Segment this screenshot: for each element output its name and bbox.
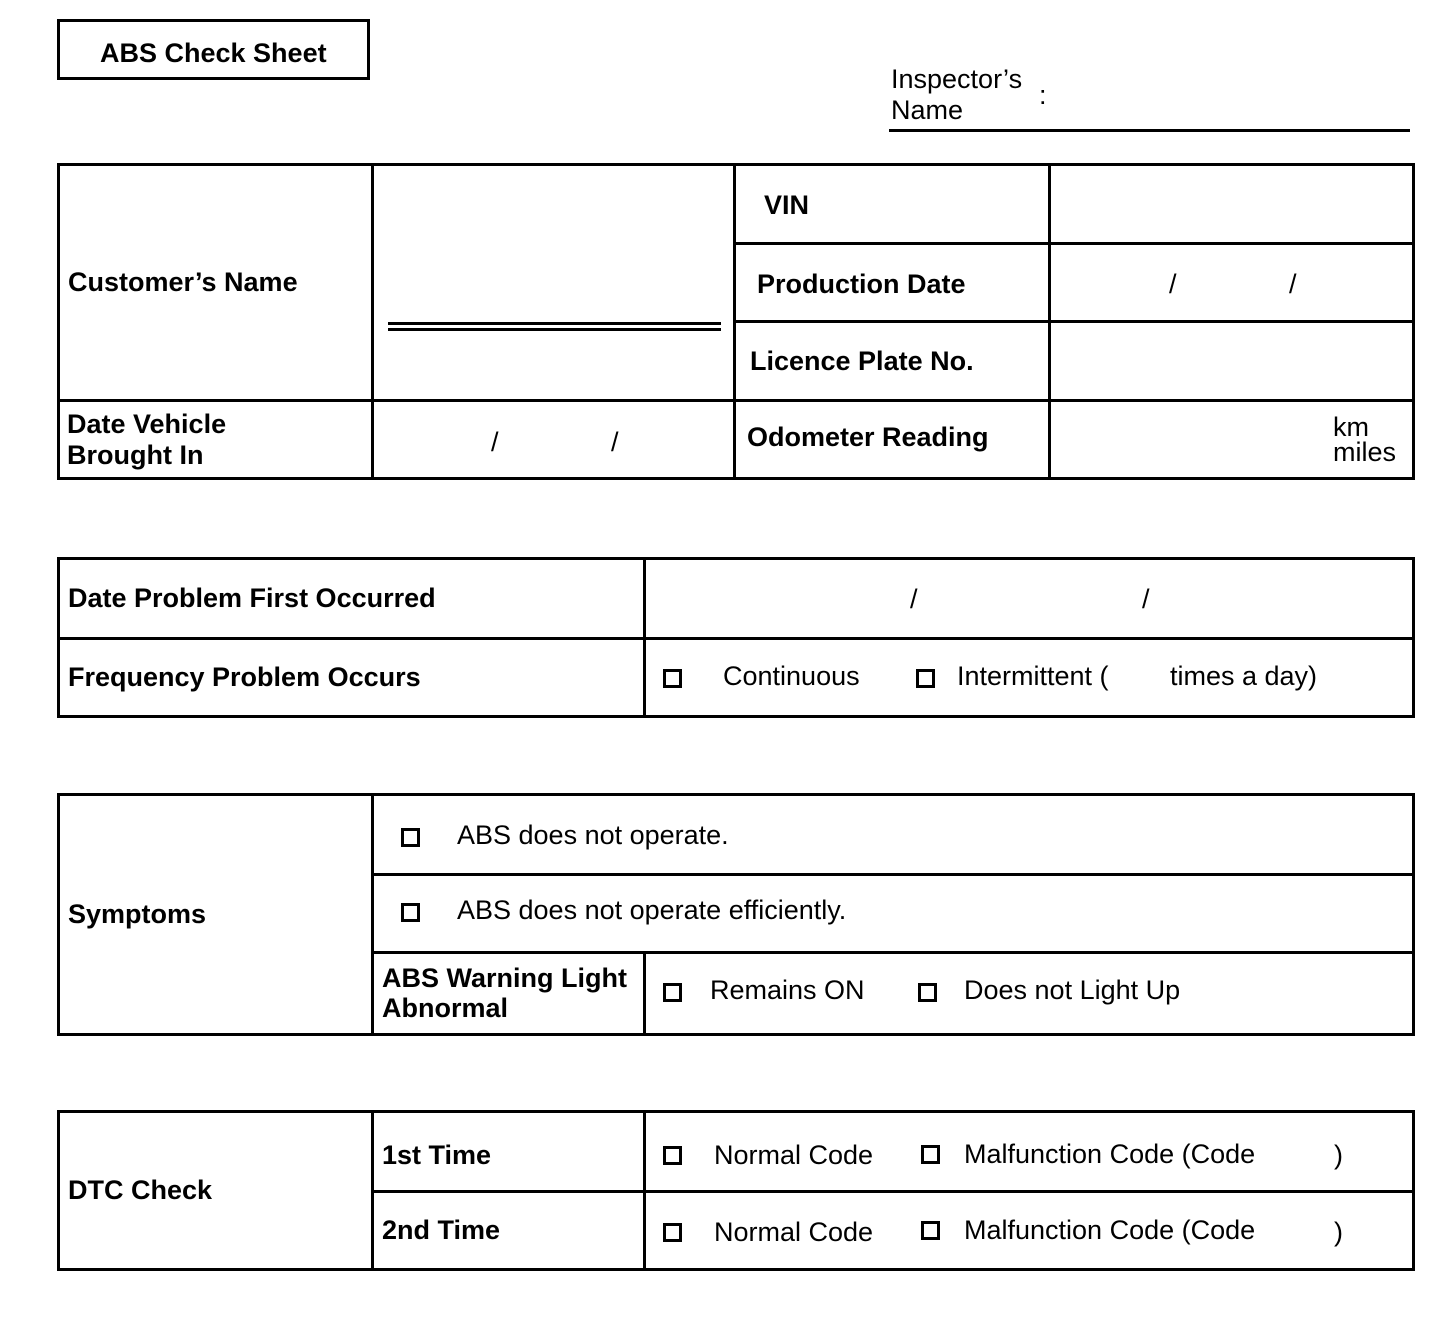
dtc-1st-options bbox=[645, 1112, 1414, 1192]
date-separator: / bbox=[1169, 269, 1177, 299]
remains-on-checkbox[interactable] bbox=[663, 983, 682, 1002]
abs-not-efficient-label: ABS does not operate efficiently. bbox=[457, 895, 847, 925]
times-a-day-label: times a day) bbox=[1170, 661, 1318, 691]
licence-plate-label-cell bbox=[735, 322, 1050, 401]
inspector-label-line2: Name bbox=[891, 95, 964, 125]
licence-plate-label: Licence Plate No. bbox=[750, 346, 974, 376]
page-title: ABS Check Sheet bbox=[100, 38, 327, 68]
abs-not-efficient-checkbox[interactable] bbox=[401, 903, 420, 922]
symptom-option-row bbox=[373, 875, 1414, 953]
date-separator: / bbox=[491, 427, 499, 457]
dtc-2nd-options bbox=[645, 1192, 1414, 1270]
dtc-table bbox=[57, 1110, 1415, 1271]
frequency-label: Frequency Problem Occurs bbox=[59, 639, 645, 717]
date-brought-in-label-line2: Brought In bbox=[67, 440, 204, 470]
close-paren: ) bbox=[1334, 1140, 1343, 1170]
dtc-time-label-cell bbox=[373, 1192, 645, 1270]
close-paren: ) bbox=[1334, 1217, 1343, 1247]
date-brought-in-label-line1: Date Vehicle bbox=[67, 409, 227, 439]
abs-not-operate-checkbox[interactable] bbox=[401, 828, 420, 847]
vin-label-cell bbox=[735, 165, 1050, 244]
customer-name-double-line bbox=[388, 322, 721, 331]
symptoms-table bbox=[57, 793, 1415, 1036]
frequency-options bbox=[645, 639, 1414, 717]
warning-light-options bbox=[645, 953, 1414, 1035]
date-brought-in-label-cell bbox=[59, 401, 373, 479]
inspector-name-label bbox=[891, 64, 1022, 126]
dtc-time-label-cell bbox=[373, 1112, 645, 1192]
dtc-2nd-time-label: 2nd Time bbox=[382, 1215, 501, 1245]
dtc-check-label: DTC Check bbox=[59, 1112, 373, 1270]
symptom-option-row bbox=[373, 795, 1414, 875]
title-box bbox=[57, 19, 370, 80]
intermittent-checkbox[interactable] bbox=[916, 669, 935, 688]
vin-label: VIN bbox=[764, 190, 810, 220]
production-date-label: Production Date bbox=[757, 269, 966, 299]
does-not-light-checkbox[interactable] bbox=[918, 983, 937, 1002]
odometer-label-cell bbox=[735, 401, 1050, 479]
does-not-light-label: Does not Light Up bbox=[964, 975, 1181, 1005]
production-date-label-cell bbox=[735, 244, 1050, 322]
odometer-label: Odometer Reading bbox=[747, 422, 989, 452]
date-separator: / bbox=[1142, 584, 1150, 614]
continuous-checkbox[interactable] bbox=[663, 669, 682, 688]
malfunction-code-2nd-checkbox[interactable] bbox=[921, 1221, 940, 1240]
customer-name-label: Customer’s Name bbox=[59, 165, 373, 401]
normal-code-2nd-label: Normal Code bbox=[714, 1217, 874, 1247]
vin-field[interactable] bbox=[1050, 165, 1414, 244]
warning-light-label-line1: ABS Warning Light bbox=[382, 963, 627, 993]
dtc-1st-time-label: 1st Time bbox=[382, 1140, 492, 1170]
unit-km: km bbox=[1333, 412, 1369, 442]
normal-code-1st-label: Normal Code bbox=[714, 1140, 874, 1170]
malfunction-code-2nd-label: Malfunction Code (Code bbox=[964, 1215, 1256, 1245]
date-separator: / bbox=[611, 427, 619, 457]
date-first-occurred-field[interactable] bbox=[645, 559, 1414, 639]
date-separator: / bbox=[910, 584, 918, 614]
inspector-label-line1: Inspector’s bbox=[891, 64, 1023, 94]
normal-code-2nd-checkbox[interactable] bbox=[663, 1223, 682, 1242]
inspector-name-field[interactable] bbox=[889, 129, 1410, 132]
unit-miles: miles bbox=[1333, 437, 1397, 467]
production-date-field[interactable] bbox=[1050, 244, 1414, 322]
vehicle-info-table bbox=[57, 163, 1415, 480]
licence-plate-field[interactable] bbox=[1050, 322, 1414, 401]
symptoms-label: Symptoms bbox=[59, 795, 373, 1035]
odometer-field[interactable] bbox=[1050, 401, 1414, 479]
remains-on-label: Remains ON bbox=[710, 975, 865, 1005]
date-separator: / bbox=[1289, 269, 1297, 299]
abs-not-operate-label: ABS does not operate. bbox=[457, 820, 729, 850]
problem-table bbox=[57, 557, 1415, 718]
date-brought-in-field[interactable] bbox=[373, 401, 735, 479]
malfunction-code-1st-label: Malfunction Code (Code bbox=[964, 1139, 1256, 1169]
warning-light-label-cell bbox=[373, 953, 645, 1035]
intermittent-label: Intermittent ( bbox=[957, 661, 1109, 691]
normal-code-1st-checkbox[interactable] bbox=[663, 1146, 682, 1165]
warning-light-label-line2: Abnormal bbox=[382, 993, 509, 1023]
malfunction-code-1st-checkbox[interactable] bbox=[921, 1145, 940, 1164]
date-first-occurred-label: Date Problem First Occurred bbox=[59, 559, 645, 639]
customer-name-field[interactable] bbox=[373, 165, 735, 401]
continuous-label: Continuous bbox=[723, 661, 860, 691]
inspector-colon: : bbox=[1039, 80, 1047, 110]
